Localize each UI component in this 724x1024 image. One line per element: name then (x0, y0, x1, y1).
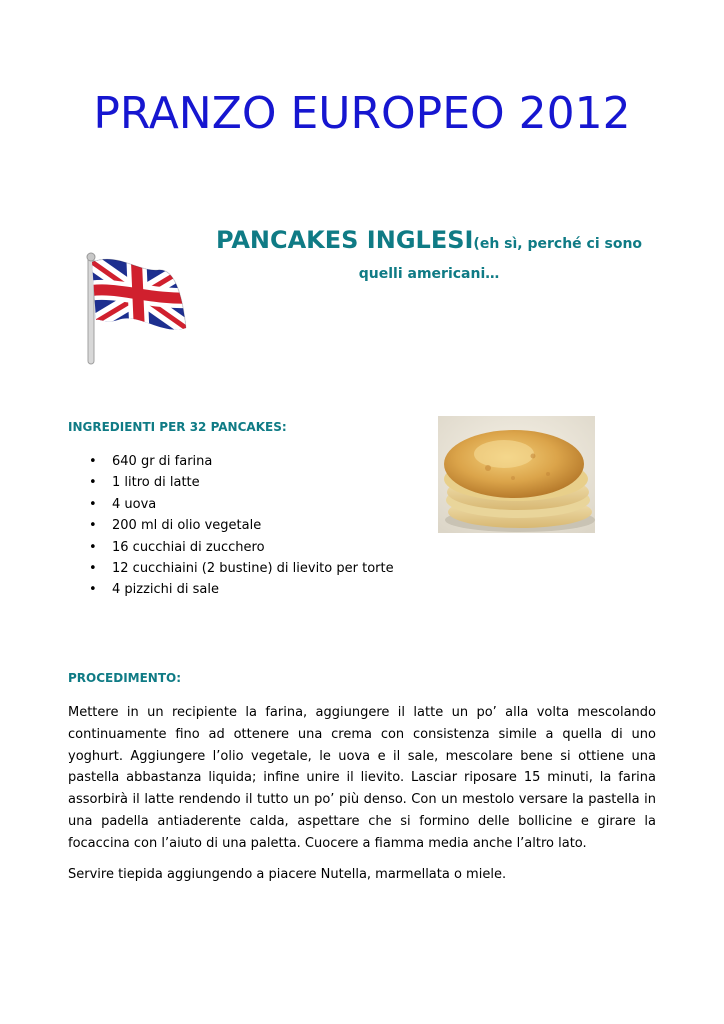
recipe-note-part2: quelli americani… (358, 266, 500, 282)
ingredient-text: 4 pizzichi di sale (112, 582, 220, 598)
procedure-text: Mettere in un recipiente la farina, aggiungere il latte un po’ alla volta mescolando continuamente fino ad ottenere una crema con consistenza simile a quella di uno yoghurt. Aggiungere l’olio vegetale, le uova e il sale, mescolare bene si ottiene una pastella abbastanza liquida; infine unire il lievito. Lasciar riposare 15 minuti, la farina assorbirà il latte rendendo il tutto un po’ più denso. Con un mestolo versare la pastella in una padella antiaderente calda, aspettare che si formino delle bollicine e girare la focaccina con l’aiuto di una paletta. Cuocere a fiamma media anche l’altro lato. (68, 705, 656, 851)
list-item (68, 451, 394, 472)
ingredients-heading: INGREDIENTI PER 32 PANCAKES: (68, 420, 287, 434)
bullet: • (89, 561, 97, 577)
procedure-heading: PROCEDIMENTO: (68, 671, 182, 685)
list-item (68, 515, 394, 536)
union-jack-flag-image (78, 250, 193, 368)
list-item (68, 494, 394, 515)
bullet: • (89, 496, 97, 512)
bullet: • (89, 539, 97, 555)
ingredient-text: 12 cucchiaini (2 bustine) di lievito per torte (112, 561, 394, 577)
serving-text: Servire tiepida aggiungendo a piacere Nutella, marmellata o miele. (68, 867, 507, 882)
list-item (68, 537, 394, 558)
recipe-note-part1: (eh sì, perché ci sono (473, 236, 643, 252)
ingredient-text: 16 cucchiai di zucchero (112, 539, 265, 555)
recipe-subtitle (198, 226, 660, 282)
bullet: • (89, 475, 97, 491)
bullet: • (89, 582, 97, 598)
ingredient-text: 1 litro di latte (112, 475, 200, 491)
pancake-stack-image (438, 416, 595, 533)
list-item (68, 472, 394, 493)
ingredient-text: 4 uova (112, 496, 157, 512)
page-title: PRANZO EUROPEO 2012 (93, 88, 631, 139)
list-item (68, 558, 394, 579)
bullet: • (89, 518, 97, 534)
ingredient-text: 640 gr di farina (112, 454, 213, 469)
bullet: • (89, 454, 97, 469)
ingredient-text: 200 ml di olio vegetale (112, 518, 262, 534)
ingredients-list (68, 451, 394, 601)
recipe-name: PANCAKES INGLESI (215, 226, 474, 254)
list-item (68, 579, 394, 600)
